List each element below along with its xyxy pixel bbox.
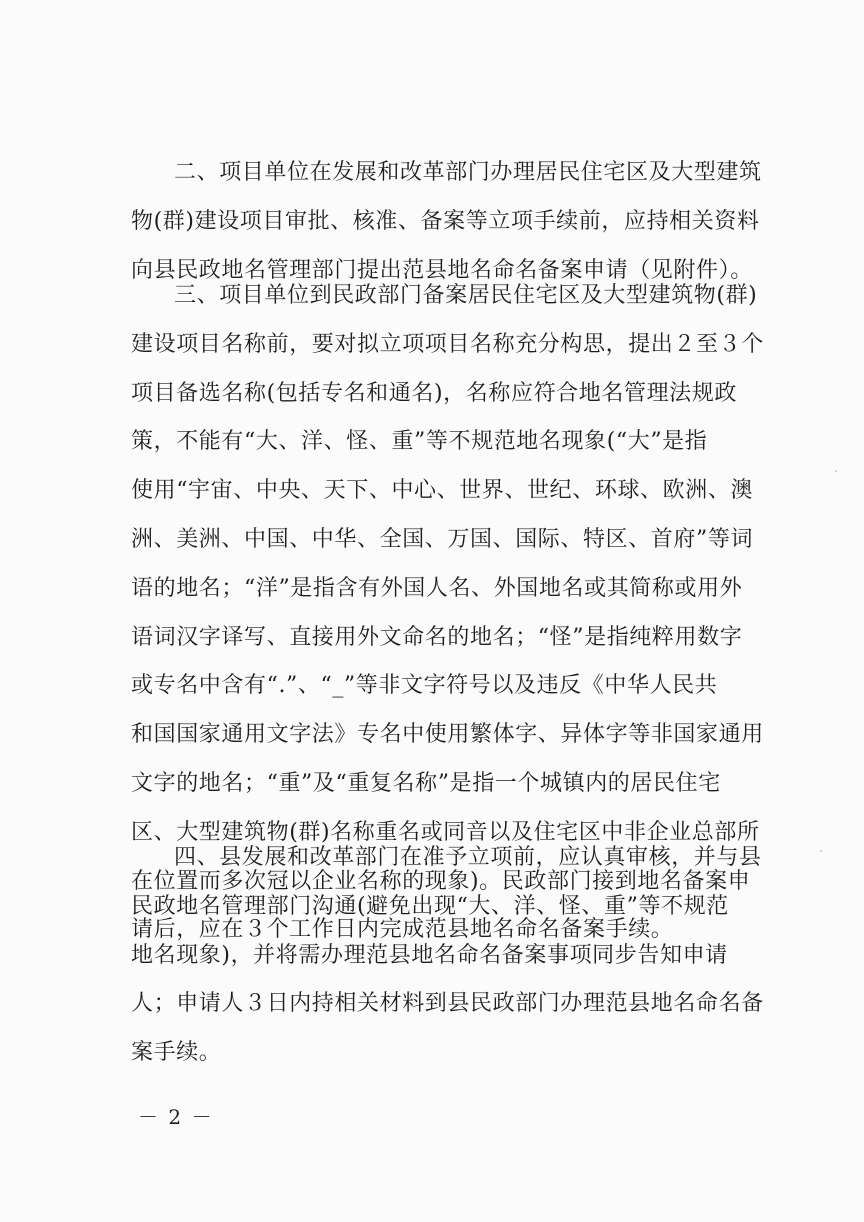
paragraph-line: 建设项目名称前，要对拟立项项目名称充分构思，提出２至３个	[131, 331, 764, 357]
paragraph-line: 案手续。	[131, 1040, 222, 1066]
paragraph-line: 物(群)建设项目审批、核准、备案等立项手续前，应持相关资料	[131, 208, 760, 234]
paragraph-line: 和国国家通用文字法》专名中使用繁体字、异体字等非国家通用	[131, 722, 764, 748]
paragraph-line: 使用“宇宙、中央、天下、中心、世界、世纪、环球、欧洲、澳	[131, 478, 754, 504]
scan-speck	[835, 470, 837, 472]
paragraph-line: 策，不能有“大、洋、怪、重”等不规范地名现象(“大”是指	[131, 429, 708, 455]
paragraph-line: 民政地名管理部门沟通(避免出现“大、洋、怪、重”等不规范	[131, 893, 729, 919]
paragraph-line: 四、县发展和改革部门在准予立项前，应认真审核，并与县	[174, 845, 762, 870]
page-number: － 2 －	[138, 1105, 214, 1129]
paragraph-line: 二、项目单位在发展和改革部门办理居民住宅区及大型建筑	[174, 160, 762, 185]
paragraph-line: 或专名中含有“.”、“_”等非文字符号以及违反《中华人民共	[131, 673, 718, 699]
paragraph-line: 三、项目单位到民政部门备案居民住宅区及大型建筑物(群)	[174, 283, 758, 308]
paragraph-line: 文字的地名；“重”及“重复名称”是指一个城镇内的居民住宅	[131, 771, 721, 796]
paragraph-line: 语的地名；“洋”是指含有外国人名、外国地名或其简称或用外	[131, 575, 743, 601]
paragraph-line: 向县民政地名管理部门提出范县地名命名备案申请（见附件）。	[131, 257, 753, 283]
paragraph-line: 请后，应在３个工作日内完成范县地名命名备案手续。	[131, 917, 674, 943]
paragraph-line: 洲、美洲、中国、中华、全国、万国、国际、特区、首府”等词	[131, 527, 754, 552]
paragraph-line: 语词汉字译写、直接用外文命名的地名；“怪”是指纯粹用数字	[131, 624, 743, 650]
paragraph-line: 人；申请人３日内持相关材料到县民政部门办理范县地名命名备	[131, 991, 764, 1017]
paragraph-line: 在位置而多次冠以企业名称的现象)。民政部门接到地名备案申	[131, 868, 751, 894]
scan-speck	[820, 850, 822, 852]
paragraph-line: 地名现象)，并将需办理范县地名命名备案事项同步告知申请	[131, 942, 728, 968]
paragraph-line: 区、大型建筑物(群)名称重名或同音以及住宅区中非企业总部所	[131, 819, 760, 845]
paragraph-line: 项目备选名称(包括专名和通名)，名称应符合地名管理法规政	[131, 380, 737, 406]
